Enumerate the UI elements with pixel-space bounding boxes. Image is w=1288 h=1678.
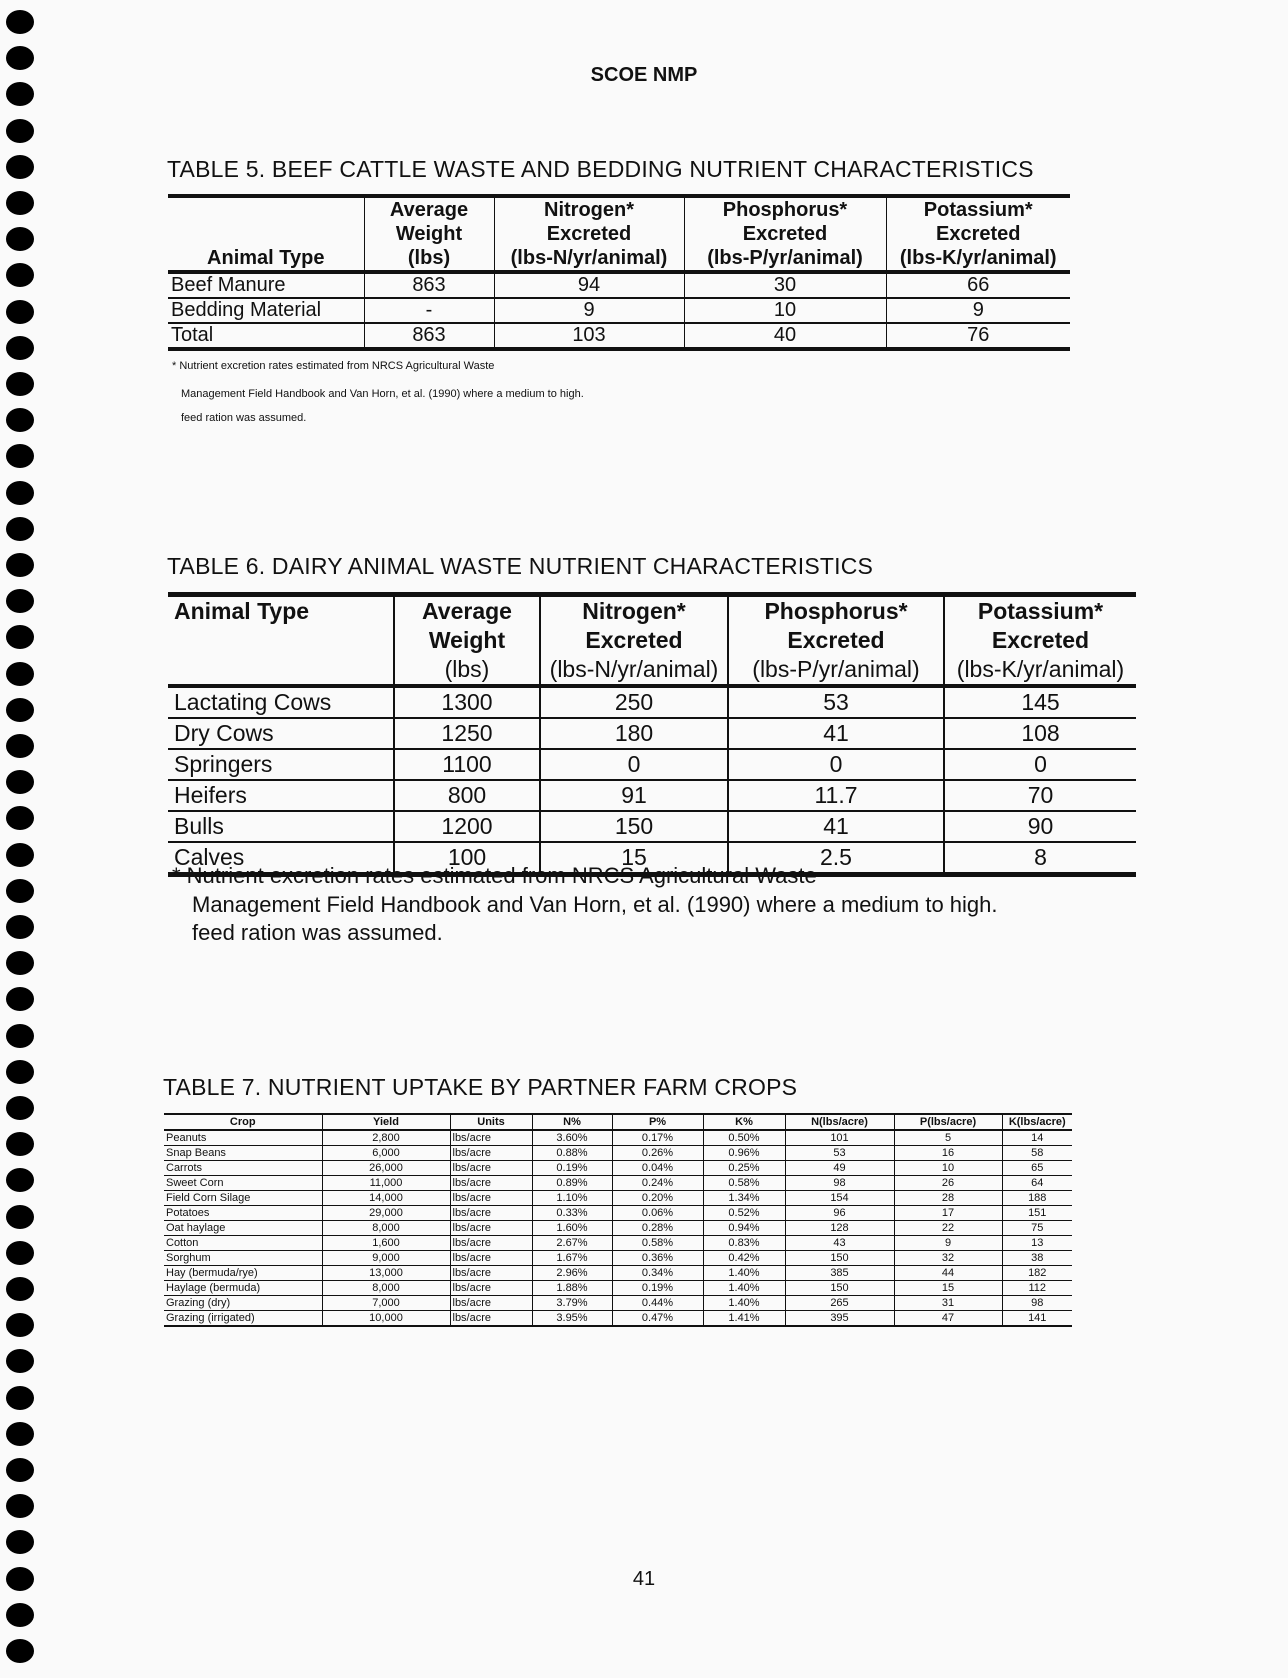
table5-row-value: 94 — [494, 272, 684, 298]
binder-hole — [6, 1241, 34, 1265]
binder-hole — [6, 589, 34, 613]
table6-row-label: Springers — [168, 749, 394, 780]
table7-row-value: 265 — [785, 1296, 894, 1311]
table5-footnote-line-2: Management Field Handbook and Van Horn, et al. (1990) where a medium to high. — [181, 388, 584, 400]
table5-header-3 — [684, 196, 886, 272]
binder-hole — [6, 843, 34, 867]
binder-hole — [6, 734, 34, 758]
table7-row-value: 1.41% — [703, 1311, 785, 1327]
table7-row-value: 385 — [785, 1266, 894, 1281]
table7-row-value: 0.88% — [532, 1146, 612, 1161]
table6-row-label: Heifers — [168, 780, 394, 811]
table6-header-1-line-1: Weight — [428, 627, 506, 653]
table7-row-value: lbs/acre — [450, 1176, 532, 1191]
table7-row-value: 0.26% — [612, 1146, 703, 1161]
binder-hole — [6, 1205, 34, 1229]
table6-row-label: Dry Cows — [168, 718, 394, 749]
binder-hole — [6, 372, 34, 396]
table5-row — [168, 272, 1070, 298]
table5-row-value: 9 — [886, 298, 1070, 323]
binder-hole — [6, 444, 34, 468]
table7-row-value: lbs/acre — [450, 1146, 532, 1161]
table7-row-value: 0.36% — [612, 1251, 703, 1266]
binder-hole — [6, 1349, 34, 1373]
binder-hole — [6, 1024, 34, 1048]
table7-row — [164, 1161, 1072, 1176]
table6-footnote-line-2: Management Field Handbook and Van Horn, et al. (1990) where a medium to high. — [192, 892, 998, 917]
table5-row-value: 10 — [684, 298, 886, 323]
table7-row-value: lbs/acre — [450, 1191, 532, 1206]
table6-row-value: 108 — [944, 718, 1136, 749]
table7-header-1: Yield — [322, 1114, 450, 1130]
table7-row-value: 151 — [1002, 1206, 1072, 1221]
binder-hole — [6, 10, 34, 34]
binder-hole — [6, 119, 34, 143]
table7-row-value: 2,800 — [322, 1130, 450, 1146]
table7-row-label: Sweet Corn — [164, 1176, 322, 1191]
table6-row — [168, 749, 1136, 780]
table5-title: TABLE 5. BEEF CATTLE WASTE AND BEDDING NUTRIENT CHARACTERISTICS — [167, 156, 1034, 182]
table7-row-value: 0.17% — [612, 1130, 703, 1146]
table6-row — [168, 811, 1136, 842]
table7-row-value: 1.88% — [532, 1281, 612, 1296]
table7-row-value: 1.60% — [532, 1221, 612, 1236]
binder-hole — [6, 1168, 34, 1192]
table6-header-1 — [394, 595, 540, 687]
binder-hole — [6, 263, 34, 287]
table5-row-value: 66 — [886, 272, 1070, 298]
table7-row-value: 101 — [785, 1130, 894, 1146]
table5-header-row — [168, 196, 1070, 272]
table7-row-value: 1.10% — [532, 1191, 612, 1206]
table7-row — [164, 1296, 1072, 1311]
table7-row-label: Potatoes — [164, 1206, 322, 1221]
binder-hole — [6, 300, 34, 324]
table7-row-value: 6,000 — [322, 1146, 450, 1161]
table7-row-value: 8,000 — [322, 1281, 450, 1296]
page-header-title: SCOE NMP — [590, 64, 698, 86]
table7-row-value: 10 — [894, 1161, 1002, 1176]
table5-header-0 — [168, 196, 364, 272]
binder-hole — [6, 1386, 34, 1410]
table6 — [168, 592, 1136, 877]
binder-hole — [6, 1132, 34, 1156]
table6-row-value: 15 — [540, 842, 728, 875]
table7-row — [164, 1236, 1072, 1251]
table6-header-2-line-1: Excreted — [585, 627, 683, 653]
table5-row-value: 9 — [494, 298, 684, 323]
table7-row-value: lbs/acre — [450, 1161, 532, 1176]
table7-row-value: 0.28% — [612, 1221, 703, 1236]
table7-row-value: lbs/acre — [450, 1311, 532, 1327]
table7-row — [164, 1206, 1072, 1221]
table6-header-3-line-1: Excreted — [787, 627, 885, 653]
table7-row-value: 0.04% — [612, 1161, 703, 1176]
table7-row — [164, 1191, 1072, 1206]
table6-row-value: 180 — [540, 718, 728, 749]
binder-hole — [6, 1313, 34, 1337]
table7-row-value: 1.67% — [532, 1251, 612, 1266]
table7-row-value: 0.50% — [703, 1130, 785, 1146]
table7-title: TABLE 7. NUTRIENT UPTAKE BY PARTNER FARM CROPS — [163, 1074, 798, 1100]
table7-row-value: 9 — [894, 1236, 1002, 1251]
table7-row-value: 2.67% — [532, 1236, 612, 1251]
table6-row-value: 70 — [944, 780, 1136, 811]
table6-header-1-line-0: Average — [422, 598, 512, 624]
binder-hole — [6, 770, 34, 794]
table6-header-2 — [540, 595, 728, 687]
binder-hole — [6, 1530, 34, 1554]
table6-row-value: 1200 — [394, 811, 540, 842]
table7-row-value: 2.96% — [532, 1266, 612, 1281]
table7-row-value: 75 — [1002, 1221, 1072, 1236]
table7-row-value: 49 — [785, 1161, 894, 1176]
table7-row-value: 141 — [1002, 1311, 1072, 1327]
table5-header-4-line-1: Excreted — [936, 223, 1021, 245]
table7-row-value: 44 — [894, 1266, 1002, 1281]
table5-header-1 — [364, 196, 494, 272]
table7-row-value: 10,000 — [322, 1311, 450, 1327]
table7-row-value: 9,000 — [322, 1251, 450, 1266]
table7-row-value: 112 — [1002, 1281, 1072, 1296]
table6-row — [168, 718, 1136, 749]
table6-header-2-line-2: (lbs-N/yr/animal) — [549, 656, 719, 682]
table7-row-value: 96 — [785, 1206, 894, 1221]
table7-row-value: 1.40% — [703, 1281, 785, 1296]
table7-row-value: 182 — [1002, 1266, 1072, 1281]
binder-hole — [6, 698, 34, 722]
table7-row-value: 3.79% — [532, 1296, 612, 1311]
table7-row-label: Carrots — [164, 1161, 322, 1176]
table5-header-2 — [494, 196, 684, 272]
binder-hole — [6, 1458, 34, 1482]
table7-header-6: N(lbs/acre) — [785, 1114, 894, 1130]
table7-row-label: Cotton — [164, 1236, 322, 1251]
table5-header-2-line-0: Nitrogen* — [544, 199, 634, 221]
table7-row — [164, 1176, 1072, 1191]
table7-row — [164, 1221, 1072, 1236]
table5-header-1-line-1: Weight — [395, 223, 463, 245]
table6-row-value: 250 — [540, 686, 728, 718]
table6-row-value: 150 — [540, 811, 728, 842]
table7-row-value: 65 — [1002, 1161, 1072, 1176]
table7-row-value: 98 — [1002, 1296, 1072, 1311]
table7-row-value: 154 — [785, 1191, 894, 1206]
table7-row-value: 15 — [894, 1281, 1002, 1296]
table5-header-4 — [886, 196, 1070, 272]
table7-row — [164, 1130, 1072, 1146]
table6-row-value: 800 — [394, 780, 540, 811]
table6-row-value: 0 — [728, 749, 944, 780]
table7-row-value: 64 — [1002, 1176, 1072, 1191]
table6-header-row — [168, 595, 1136, 687]
table7-row — [164, 1251, 1072, 1266]
table6-row-value: 41 — [728, 811, 944, 842]
table7-row-label: Grazing (dry) — [164, 1296, 322, 1311]
table7-row-value: 5 — [894, 1130, 1002, 1146]
binder-hole — [6, 1494, 34, 1518]
binder-hole — [6, 662, 34, 686]
table7-row-value: 53 — [785, 1146, 894, 1161]
table7-row-value: 0.06% — [612, 1206, 703, 1221]
binder-hole — [6, 625, 34, 649]
table7-row-value: 11,000 — [322, 1176, 450, 1191]
table7-row-value: lbs/acre — [450, 1221, 532, 1236]
table6-row-value: 145 — [944, 686, 1136, 718]
table7-header-3: N% — [532, 1114, 612, 1130]
table6-row-label: Bulls — [168, 811, 394, 842]
table7-row-value: 1.34% — [703, 1191, 785, 1206]
table7-row-value: 0.44% — [612, 1296, 703, 1311]
table6-row — [168, 686, 1136, 718]
table7-row-value: 128 — [785, 1221, 894, 1236]
table6-header-3-line-2: (lbs-P/yr/animal) — [752, 656, 920, 682]
table7-row-value: 3.95% — [532, 1311, 612, 1327]
table7-row-label: Snap Beans — [164, 1146, 322, 1161]
table7-row-value: lbs/acre — [450, 1251, 532, 1266]
binder-hole — [6, 227, 34, 251]
table7-row-value: lbs/acre — [450, 1236, 532, 1251]
table6-row-label: Calves — [168, 842, 394, 875]
table6-row-value: 0 — [540, 749, 728, 780]
table6-row-value: 1100 — [394, 749, 540, 780]
table7-row-value: 38 — [1002, 1251, 1072, 1266]
table5-header-3-line-1: Excreted — [742, 223, 828, 245]
binder-hole — [6, 408, 34, 432]
binder-hole — [6, 1096, 34, 1120]
table5-row-value: 30 — [684, 272, 886, 298]
table6-row-value: 0 — [944, 749, 1136, 780]
table7-row — [164, 1311, 1072, 1327]
table5-row-label: Bedding Material — [168, 298, 364, 323]
table5-header-3-line-0: Phosphorus* — [722, 199, 848, 221]
binder-hole — [6, 1060, 34, 1084]
table7-row-value: 0.42% — [703, 1251, 785, 1266]
table7-row-value: 0.34% — [612, 1266, 703, 1281]
table6-row-value: 41 — [728, 718, 944, 749]
table7 — [164, 1113, 1072, 1327]
table7-row-value: 150 — [785, 1281, 894, 1296]
table7-row-value: 43 — [785, 1236, 894, 1251]
table5-row-value: - — [364, 298, 494, 323]
table5-row-value: 76 — [886, 323, 1070, 349]
table7-row-value: 0.25% — [703, 1161, 785, 1176]
table7-row-label: Grazing (irrigated) — [164, 1311, 322, 1327]
table7-row-label: Haylage (bermuda) — [164, 1281, 322, 1296]
binder-hole — [6, 879, 34, 903]
table7-row-value: 7,000 — [322, 1296, 450, 1311]
table7-row-label: Hay (bermuda/rye) — [164, 1266, 322, 1281]
table7-row-value: 0.47% — [612, 1311, 703, 1327]
table6-row-value: 11.7 — [728, 780, 944, 811]
table7-row-label: Sorghum — [164, 1251, 322, 1266]
binder-hole — [6, 517, 34, 541]
binder-hole — [6, 1422, 34, 1446]
table7-header-7: P(lbs/acre) — [894, 1114, 1002, 1130]
table7-row-value: lbs/acre — [450, 1266, 532, 1281]
table6-row-value: 8 — [944, 842, 1136, 875]
table7-header-2: Units — [450, 1114, 532, 1130]
table7-row-value: 26 — [894, 1176, 1002, 1191]
table7-row-value: 13 — [1002, 1236, 1072, 1251]
binder-hole — [6, 1603, 34, 1627]
table7-row — [164, 1266, 1072, 1281]
table6-row-value: 100 — [394, 842, 540, 875]
table5-row-value: 863 — [364, 272, 494, 298]
table5-footnote-line-3: feed ration was assumed. — [181, 412, 307, 424]
table7-row-value: 28 — [894, 1191, 1002, 1206]
table7-row-value: 22 — [894, 1221, 1002, 1236]
binder-hole — [6, 951, 34, 975]
table6-header-4 — [944, 595, 1136, 687]
binder-hole — [6, 1277, 34, 1301]
table6-row-value: 2.5 — [728, 842, 944, 875]
table5-header-4-line-2: (lbs-K/yr/animal) — [899, 247, 1057, 269]
table6-row-label: Lactating Cows — [168, 686, 394, 718]
table7-row-value: 31 — [894, 1296, 1002, 1311]
table6-row-value: 53 — [728, 686, 944, 718]
page-number: 41 — [632, 1568, 656, 1590]
table7-row-value: 17 — [894, 1206, 1002, 1221]
table7-row-value: 32 — [894, 1251, 1002, 1266]
table6-title: TABLE 6. DAIRY ANIMAL WASTE NUTRIENT CHARACTERISTICS — [167, 553, 874, 579]
binder-hole — [6, 915, 34, 939]
table7-row-label: Field Corn Silage — [164, 1191, 322, 1206]
table7-row-value: 188 — [1002, 1191, 1072, 1206]
table7-row-value: 150 — [785, 1251, 894, 1266]
table7-row-value: 395 — [785, 1311, 894, 1327]
table6-row-value: 1300 — [394, 686, 540, 718]
table7-row-value: 58 — [1002, 1146, 1072, 1161]
table5-header-3-line-2: (lbs-P/yr/animal) — [707, 247, 863, 269]
table7-header-5: K% — [703, 1114, 785, 1130]
table7-header-4: P% — [612, 1114, 703, 1130]
table7-row-value: 0.19% — [532, 1161, 612, 1176]
table7-row-value: 26,000 — [322, 1161, 450, 1176]
table7-row-value: lbs/acre — [450, 1281, 532, 1296]
binder-hole — [6, 553, 34, 577]
table7-row-value: 47 — [894, 1311, 1002, 1327]
table7-header-8: K(lbs/acre) — [1002, 1114, 1072, 1130]
table6-header-3 — [728, 595, 944, 687]
table7-row-value: 14,000 — [322, 1191, 450, 1206]
table6-header-0-line-0: Animal Type — [174, 598, 310, 624]
table6-header-4-line-2: (lbs-K/yr/animal) — [956, 656, 1125, 682]
table7-row-value: 0.52% — [703, 1206, 785, 1221]
table5-row — [168, 323, 1070, 349]
table7-header-row — [164, 1114, 1072, 1130]
table6-footnote-line-3: feed ration was assumed. — [192, 920, 443, 945]
binder-hole — [6, 1639, 34, 1663]
table5-row-value: 103 — [494, 323, 684, 349]
table6-header-0 — [168, 595, 394, 687]
binder-hole — [6, 336, 34, 360]
table7-row-value: 0.96% — [703, 1146, 785, 1161]
table7-row-value: 14 — [1002, 1130, 1072, 1146]
binder-hole — [6, 806, 34, 830]
table5-row — [168, 298, 1070, 323]
table7-row-value: 29,000 — [322, 1206, 450, 1221]
table7-row-value: 0.58% — [703, 1176, 785, 1191]
table5-header-1-line-0: Average — [389, 199, 469, 221]
table7-row-value: 98 — [785, 1176, 894, 1191]
table5-header-2-line-2: (lbs-N/yr/animal) — [510, 247, 668, 269]
table7-row-value: 0.83% — [703, 1236, 785, 1251]
table6-footnote-line-1: * Nutrient excretion rates estimated from NRCS Agricultural Waste — [172, 863, 817, 888]
table6-row-value: 1250 — [394, 718, 540, 749]
table6-header-4-line-1: Excreted — [991, 627, 1090, 653]
table6-row-value: 91 — [540, 780, 728, 811]
table7-row-value: 0.33% — [532, 1206, 612, 1221]
table7-row-value: 1.40% — [703, 1296, 785, 1311]
table7-row-value: 16 — [894, 1146, 1002, 1161]
binder-holes — [6, 4, 46, 1674]
table7-row-value: 3.60% — [532, 1130, 612, 1146]
table7-header-0: Crop — [229, 1116, 256, 1128]
table6-header-4-line-0: Potassium* — [977, 598, 1104, 624]
binder-hole — [6, 155, 34, 179]
table6-header-1-line-2: (lbs) — [444, 656, 490, 682]
table5-header-2-line-1: Excreted — [546, 223, 632, 245]
table7-row — [164, 1281, 1072, 1296]
table6-header-3-line-0: Phosphorus* — [764, 598, 908, 624]
table7-row-value: 0.24% — [612, 1176, 703, 1191]
table7-row-value: 8,000 — [322, 1221, 450, 1236]
table7-row-value: 1.40% — [703, 1266, 785, 1281]
table6-row-value: 90 — [944, 811, 1136, 842]
table7-row-value: 0.20% — [612, 1191, 703, 1206]
table7-row-value: 0.58% — [612, 1236, 703, 1251]
binder-hole — [6, 481, 34, 505]
table7-row-value: 0.19% — [612, 1281, 703, 1296]
table5-footnote-line-1: * Nutrient excretion rates estimated from NRCS Agricultural Waste — [172, 360, 495, 372]
table5-header-4-line-0: Potassium* — [923, 199, 1033, 221]
table6-row — [168, 780, 1136, 811]
table7-row — [164, 1146, 1072, 1161]
table5 — [168, 194, 1070, 351]
table7-row-label: Peanuts — [164, 1130, 322, 1146]
table7-row-value: 13,000 — [322, 1266, 450, 1281]
table5-header-0-line-0: Animal Type — [207, 247, 325, 269]
table6-header-2-line-0: Nitrogen* — [582, 598, 686, 624]
table7-row-value: lbs/acre — [450, 1296, 532, 1311]
binder-hole — [6, 987, 34, 1011]
table7-row-value: lbs/acre — [450, 1206, 532, 1221]
table5-row-label: Total — [168, 323, 364, 349]
table5-header-1-line-2: (lbs) — [407, 247, 451, 269]
table7-row-label: Oat haylage — [164, 1221, 322, 1236]
table5-row-value: 40 — [684, 323, 886, 349]
table5-row-label: Beef Manure — [168, 272, 364, 298]
table7-row-value: 1,600 — [322, 1236, 450, 1251]
binder-hole — [6, 191, 34, 215]
table7-row-value: 0.89% — [532, 1176, 612, 1191]
table7-row-value: 0.94% — [703, 1221, 785, 1236]
table5-row-value: 863 — [364, 323, 494, 349]
table7-row-value: lbs/acre — [450, 1130, 532, 1146]
